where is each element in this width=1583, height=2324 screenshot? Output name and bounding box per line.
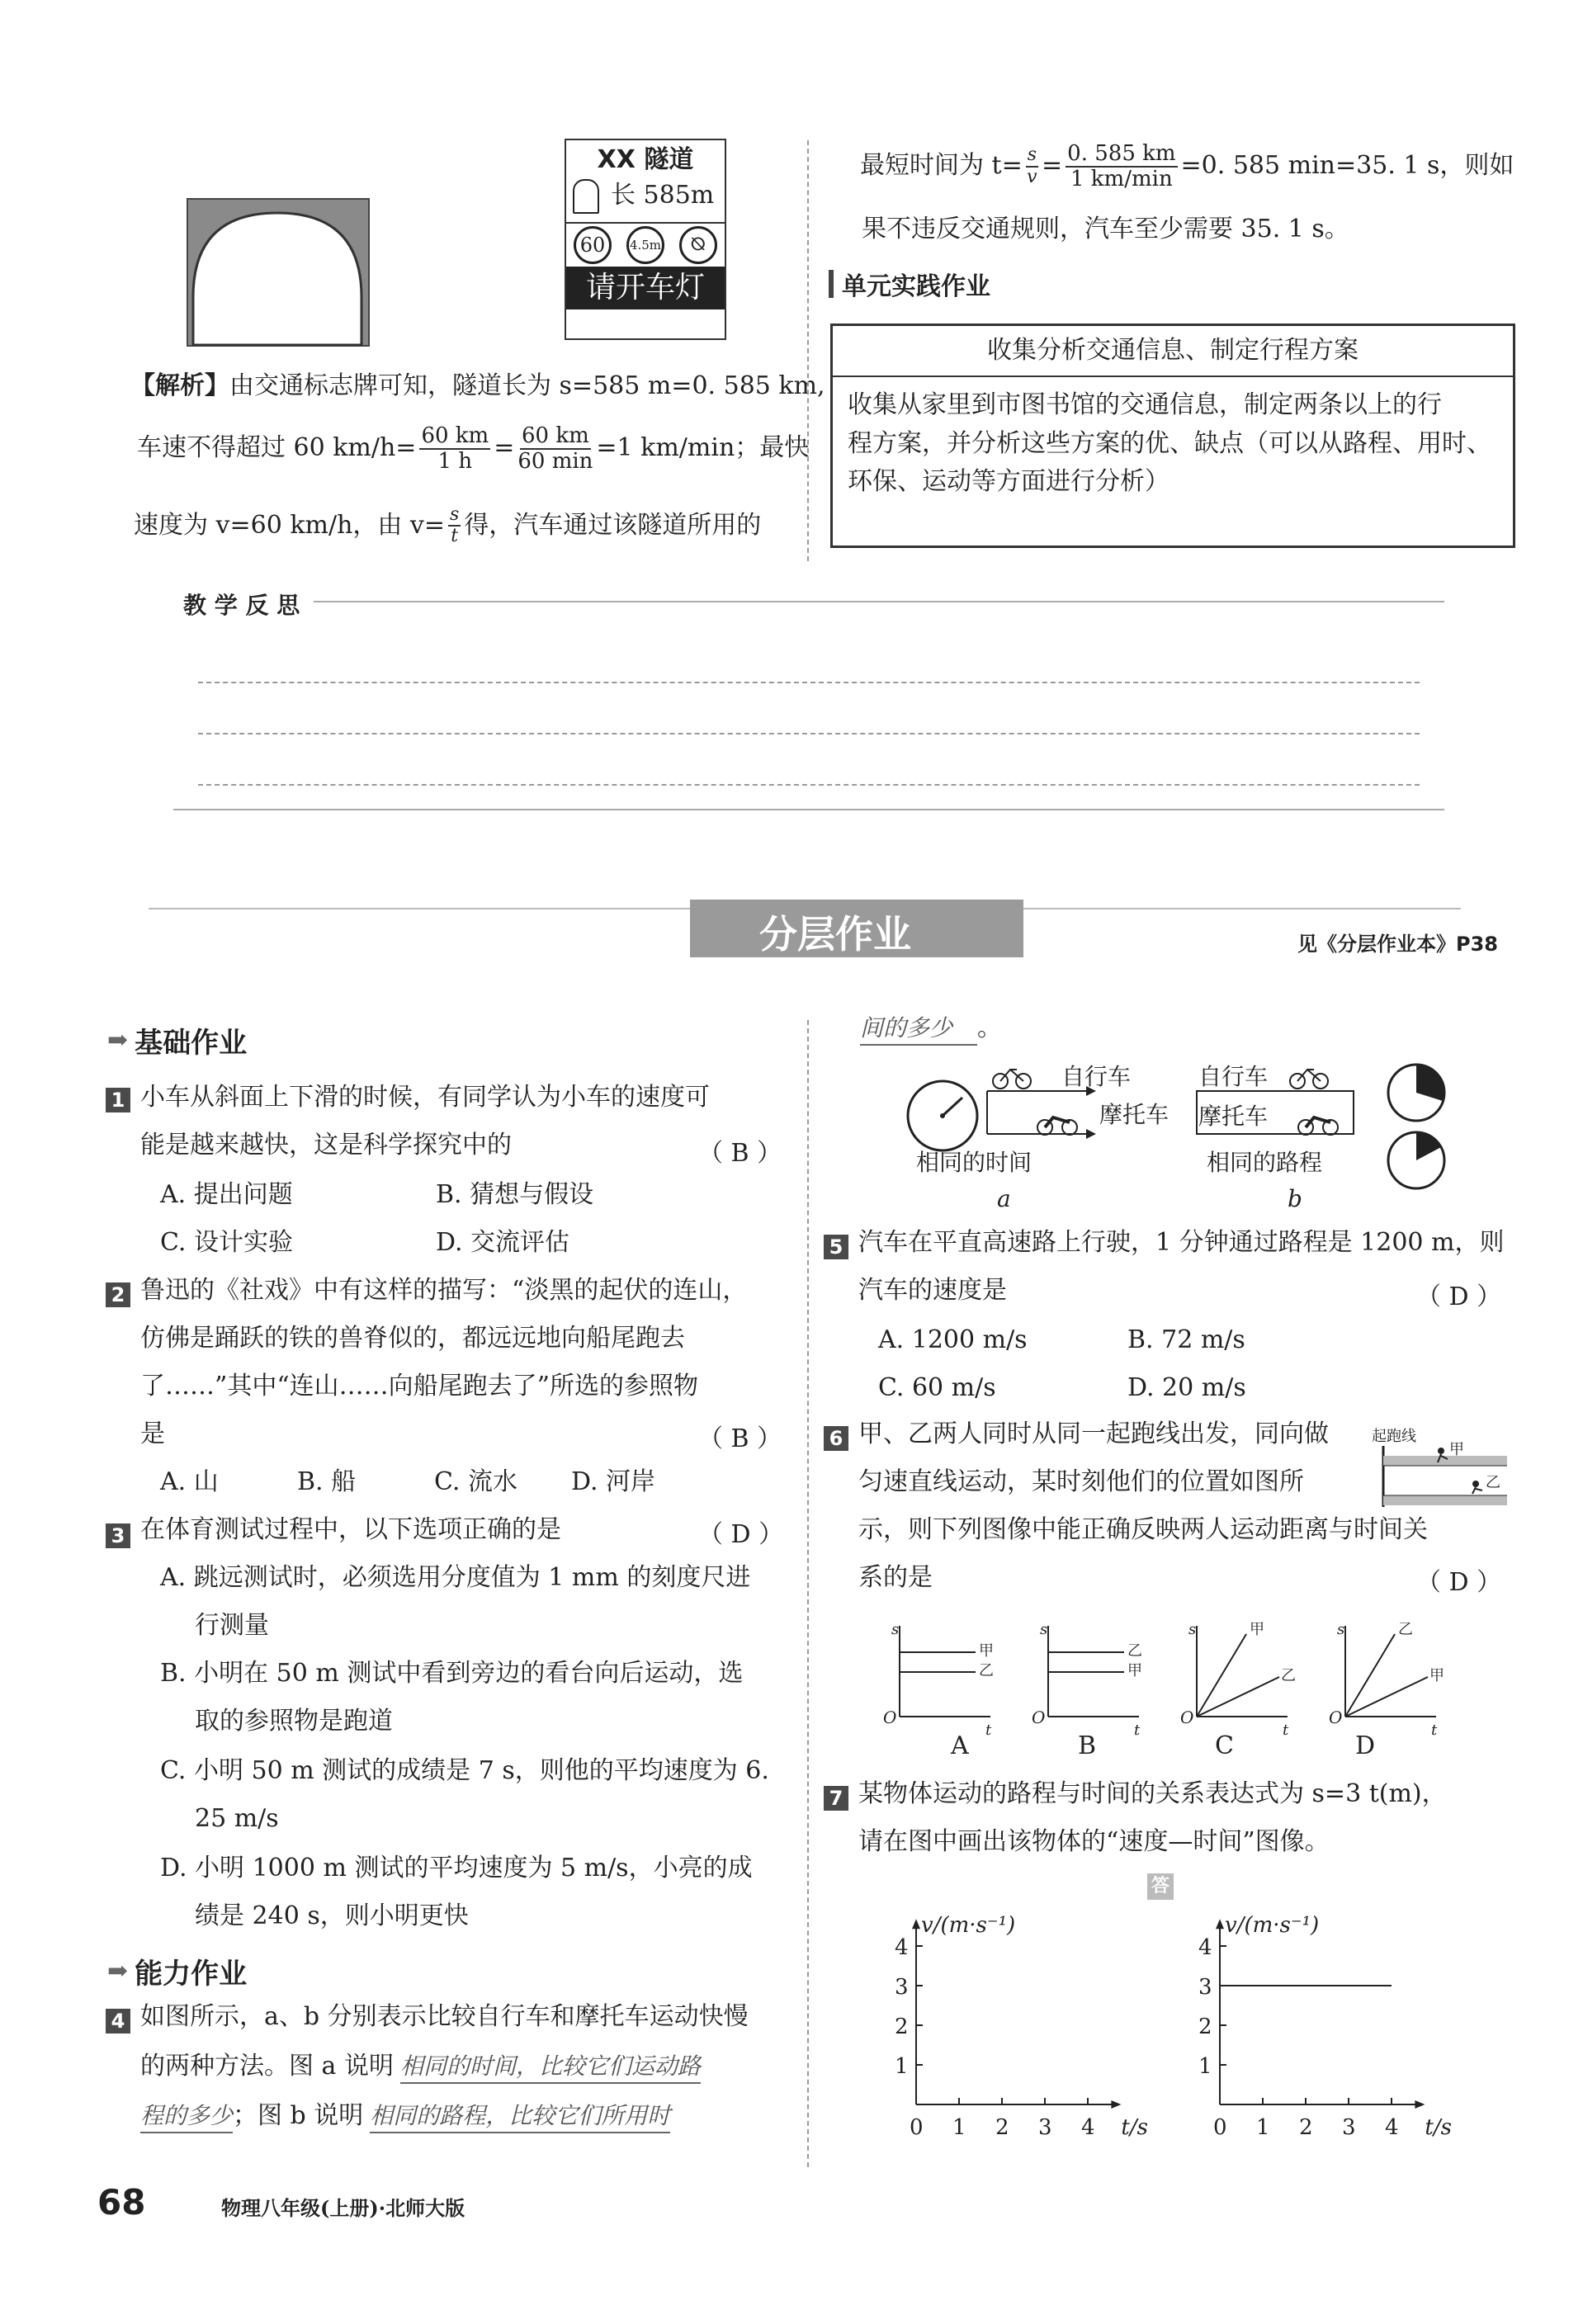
q7-y-axis-label: v/(m·s⁻¹): [921, 1913, 1016, 1939]
q4-line-3a: ；图 b 说明: [233, 2101, 364, 2130]
q3-option-c-2: 25 m/s: [195, 1804, 279, 1833]
q3-option-b-1: B. 小明在 50 m 测试中看到旁边的看台向后运动，选: [160, 1659, 744, 1688]
frac3-num: 0. 585 km: [1067, 141, 1176, 166]
column-divider-top: [807, 140, 809, 561]
q3-option-d-2: 绩是 240 s，则小明更快: [195, 1901, 469, 1930]
q1-answer: （ B ）: [698, 1139, 782, 1168]
unit-practice-box: [830, 324, 1515, 548]
q3-option-a-2: 行测量: [195, 1611, 269, 1640]
q1-option-d: D. 交流评估: [436, 1228, 570, 1257]
q6-origin-label: O: [1032, 1708, 1046, 1727]
reflection-line-2: [198, 733, 1420, 735]
clock-icon-2: [1388, 1132, 1444, 1188]
reflection-bottom-line: [173, 809, 1444, 810]
motorcycle-icon-a: [1037, 1117, 1077, 1135]
q7-x-tick-label: 2: [1299, 2115, 1313, 2140]
q6-answer: （ D ）: [1416, 1568, 1502, 1597]
tunnel-icon: [573, 179, 599, 214]
q6-axis-t-label: t: [985, 1722, 992, 1739]
q4-fill-1b: 程的多少: [140, 2100, 233, 2133]
unit-practice-line-2: 程方案，并分析这些方案的优、缺点（可以从路程、用时、: [848, 428, 1491, 458]
answer-mark: 答: [1147, 1873, 1174, 1900]
analysis-text-2b: =1 km/min；最快: [596, 433, 810, 463]
bicycle-icon-a: [993, 1070, 1031, 1089]
q7-x-tick-label: 3: [1038, 2115, 1052, 2140]
clock-icon-1: [1388, 1065, 1444, 1121]
runner-icon-yi: [1472, 1481, 1482, 1494]
unit-practice-line-1: 收集从家里到市图书馆的交通信息，制定两条以上的行: [848, 390, 1442, 419]
q1-number: 1: [106, 1088, 130, 1112]
q7-number: 7: [824, 1786, 848, 1811]
q7-charts: [875, 1906, 1486, 2162]
q7-y-axis-label: v/(m·s⁻¹): [1225, 1913, 1320, 1939]
q1-option-a: A. 提出问题: [160, 1180, 293, 1209]
section-banner-ref: 见《分层作业本》P38: [1297, 933, 1498, 956]
q7-x-tick-label: 0: [1213, 2115, 1227, 2140]
q6-number: 6: [824, 1426, 848, 1451]
q7-y-arrow: [912, 1919, 920, 1929]
fig4a-bike-label: 自行车: [1061, 1063, 1132, 1090]
q6-axis-s-label: s: [1040, 1621, 1048, 1638]
q6-line-4: 系的是: [858, 1563, 933, 1592]
q6-axis-s-label: s: [1188, 1621, 1197, 1638]
runner-yi-label: 乙: [1486, 1474, 1500, 1491]
q6-graph-series-label: 甲: [1429, 1667, 1444, 1684]
start-line-label: 起跑线: [1372, 1428, 1416, 1445]
analysis-line-2: 车速不得超过 60 km/h= $\frac{60 km}{1 h}$ = 60 km 60 min =1 km/min；最快: [137, 423, 810, 474]
book-title: 物理八年级(上册)·北师大版: [221, 2196, 465, 2220]
motorcycle-icon-b: [1298, 1117, 1338, 1135]
q5-option-d: D. 20 m/s: [1127, 1373, 1246, 1402]
analysis-text-4a: 最短时间为 t=: [860, 151, 1023, 181]
fig4b-moto-label: 摩托车: [1198, 1103, 1269, 1130]
q6-graph-label-a: A: [951, 1731, 969, 1760]
q7-x-axis-label: t/s: [1121, 2115, 1148, 2140]
q4-number: 4: [106, 2009, 130, 2034]
analysis-text-3b: 得，汽车通过该隧道所用的: [464, 510, 762, 540]
section-banner-title: 分层作业: [759, 912, 911, 957]
q6-line-2: 匀速直线运动，某时刻他们的位置如图所: [858, 1467, 1304, 1496]
q6-axis-t-label: t: [1283, 1722, 1289, 1739]
q7-x-tick-label: 1: [1256, 2115, 1270, 2140]
fig4a-caption: 相同的时间: [916, 1149, 1032, 1176]
q7-y-tick-label: 4: [895, 1935, 909, 1960]
reflection-title: 教 学 反 思: [183, 592, 300, 619]
q7-x-tick-label: 2: [995, 2115, 1009, 2140]
fraction-s-v: $\frac{s}{t}$: [450, 504, 460, 547]
q3-option-c-1: C. 小明 50 m 测试的成绩是 7 s，则他的平均速度为 6.: [160, 1756, 769, 1785]
q2-option-a: A. 山: [160, 1467, 219, 1496]
q2-option-b: B. 船: [297, 1467, 357, 1496]
q5-line-1: 汽车在平直高速路上行驶，1 分钟通过路程是 1200 m，则: [858, 1228, 1505, 1257]
unit-practice-heading: 单元实践作业: [829, 266, 990, 302]
q6-graph-series-label: 乙: [1281, 1667, 1296, 1684]
q1-option-c: C. 设计实验: [160, 1228, 293, 1257]
tunnel-illustration: [187, 198, 370, 347]
analysis-line-3: [134, 505, 761, 546]
q5-option-b: B. 72 m/s: [1127, 1325, 1245, 1354]
q4-fill-2b: 间的多少: [860, 1013, 977, 1046]
q2-line-2: 仿佛是踊跃的铁的兽脊似的，都远远地向船尾跑去: [140, 1324, 685, 1353]
q7-y-tick-label: 2: [1198, 2015, 1212, 2039]
q7-x-tick-label: 4: [1385, 2115, 1399, 2140]
q6-graph-label-c: C: [1215, 1731, 1234, 1760]
q6-graph-label-d: D: [1355, 1731, 1376, 1760]
q6-line-1: 甲、乙两人同时从同一起跑线出发，同向做: [858, 1419, 1329, 1448]
fig4b-bike-label: 自行车: [1198, 1063, 1269, 1090]
q7-x-arrow: [1111, 2100, 1121, 2109]
q4-line-3: [140, 2100, 670, 2133]
q7-x-axis-label: t/s: [1425, 2115, 1452, 2140]
q6-graph-series-label: 甲: [1127, 1662, 1142, 1679]
q6-axis-s-label: s: [891, 1621, 900, 1638]
q1-line-1: 小车从斜面上下滑的时候，有同学认为小车的速度可: [140, 1083, 710, 1112]
q6-line-3: 示，则下列图像中能正确反映两人运动距离与时间关: [858, 1515, 1428, 1544]
fig4b-label: b: [1288, 1185, 1302, 1212]
q2-number: 2: [106, 1282, 130, 1307]
reflection-line-3: [198, 784, 1420, 786]
q6-graph-series-label: 乙: [1398, 1621, 1413, 1638]
runner-jia-label: 甲: [1449, 1441, 1464, 1458]
q7-line-1: 某物体运动的路程与时间的关系表达式为 s=3 t(m)，: [858, 1779, 1447, 1808]
q2-option-d: D. 河岸: [571, 1467, 656, 1496]
q3-option-d-1: D. 小明 1000 m 测试的平均速度为 5 m/s，小亮的成: [160, 1854, 753, 1882]
reflection-top-line: [314, 601, 1444, 602]
reflection-line-1: [198, 682, 1420, 683]
sign-title: XX 隧道: [597, 145, 694, 174]
tunnel-sign: [565, 139, 726, 340]
q2-line-3: 了……”其中“连山……向船尾跑去了”所选的参照物: [140, 1372, 699, 1401]
q7-y-tick-label: 4: [1198, 1935, 1212, 1960]
unit-practice-line-3: 环保、运动等方面进行分析）: [848, 467, 1170, 496]
fig4a-moto-label: 摩托车: [1099, 1101, 1170, 1128]
sign-length: 长 585m: [611, 181, 715, 210]
q6-axis-t-label: t: [1431, 1722, 1438, 1739]
q6-origin-label: O: [883, 1708, 897, 1727]
fraction-s-v2: $\frac{s}{v}$: [1027, 144, 1037, 187]
q3-option-a-1: A. 跳远测试时，必须选用分度值为 1 mm 的刻度尺进: [160, 1563, 751, 1592]
basic-heading: ➡ 基础作业: [107, 1026, 248, 1060]
q6-graph-series-label: 乙: [1127, 1642, 1142, 1660]
arrow-icon-2: ➡: [107, 1957, 129, 1986]
no-fire-icon: ⦰: [679, 226, 717, 264]
column-divider-bottom: [807, 1020, 809, 2167]
q7-y-tick-label: 1: [895, 2054, 909, 2079]
q1-line-2: 能是越来越快，这是科学探究中的: [140, 1131, 512, 1160]
page-number: 68: [97, 2182, 146, 2222]
fraction-2: [517, 424, 593, 473]
q3-stem: 在体育测试过程中，以下选项正确的是: [140, 1515, 561, 1544]
bicycle-icon-b: [1290, 1070, 1328, 1089]
frac2-num: 60 km: [522, 423, 589, 448]
q7-x-tick-label: 3: [1342, 2115, 1356, 2140]
q6-origin-label: O: [1329, 1708, 1343, 1727]
frac2-den: 60 min: [517, 448, 593, 474]
frac1-num: 60 km: [421, 423, 489, 448]
q2-answer: （ B ）: [698, 1424, 782, 1453]
q7-x-tick-label: 1: [952, 2115, 966, 2140]
analysis-text-2a: 车速不得超过 60 km/h=: [137, 433, 417, 463]
q1-option-b: B. 猜想与假设: [436, 1180, 594, 1209]
sign-length-row: [566, 179, 725, 214]
frac3-den: 1 km/min: [1070, 166, 1173, 191]
q7-y-tick-label: 3: [895, 1975, 909, 2000]
q6-graph-series-label: 甲: [979, 1642, 994, 1660]
q3-option-b-2: 取的参照物是跑道: [195, 1707, 393, 1736]
sign-icons-row: [566, 222, 725, 267]
q7-y-tick-label: 3: [1198, 1975, 1212, 2000]
q4-line-2: [140, 2050, 701, 2084]
stopwatch-icon: [908, 1081, 977, 1150]
q6-graph-series-label: 乙: [979, 1662, 994, 1679]
height-limit-icon: 4.5m: [626, 226, 664, 264]
analysis-line-1: [130, 370, 825, 404]
q4-fill-1: 相同的时间，比较它们运动路: [400, 2051, 701, 2084]
analysis-line-4: 最短时间为 t= $\frac{s}{v}$ = 0. 585 km 1 km/min =0. 585 min=35. 1 s，则如: [860, 141, 1514, 191]
q4-end: 。: [977, 1013, 1003, 1042]
fraction-1: [419, 424, 490, 473]
q3-number: 3: [106, 1523, 130, 1548]
q7-y-tick-label: 1: [1198, 2054, 1212, 2079]
unit-practice-box-title: 收集分析交通信息、制定行程方案: [833, 326, 1513, 377]
q5-option-c: C. 60 m/s: [878, 1373, 996, 1402]
q7-x-tick-label: 4: [1081, 2115, 1095, 2140]
q5-option-a: A. 1200 m/s: [878, 1325, 1028, 1354]
q6-axis-t-label: t: [1134, 1722, 1141, 1739]
q6-axis-s-label: s: [1337, 1621, 1345, 1638]
analysis-text-1: 由交通标志牌可知，隧道长为 s=585 m=0. 585 km,: [229, 371, 825, 400]
analysis-tag: 【解析】: [130, 371, 229, 400]
fig4a-label: a: [997, 1185, 1011, 1212]
q4-line-1: 如图所示，a、b 分别表示比较自行车和摩托车运动快慢: [140, 2002, 749, 2031]
figure-4: [900, 1053, 1469, 1218]
q3-answer: （ D ）: [698, 1520, 784, 1549]
analysis-text-4b: =0. 585 min=35. 1 s，则如: [1180, 151, 1514, 181]
q2-line-4: 是: [140, 1419, 165, 1448]
q5-answer: （ D ）: [1416, 1282, 1502, 1311]
arrow-icon: ➡: [107, 1026, 129, 1055]
q6-graphs: [875, 1609, 1502, 1758]
q7-y-tick-label: 2: [895, 2015, 909, 2039]
ability-heading: ➡ 能力作业: [107, 1957, 248, 1991]
q4-continuation: [860, 1012, 1002, 1046]
q2-line-1: 鲁迅的《社戏》中有这样的描写：“淡黑的起伏的连山，: [140, 1276, 748, 1305]
frac1-den: 1 h: [437, 448, 473, 474]
q5-number: 5: [824, 1235, 848, 1259]
q2-option-c: C. 流水: [434, 1467, 517, 1496]
q6-graph-label-b: B: [1078, 1731, 1097, 1760]
q7-x-arrow: [1415, 2100, 1425, 2109]
q7-y-arrow: [1216, 1919, 1224, 1929]
q5-line-2: 汽车的速度是: [858, 1276, 1007, 1305]
q7-x-tick-label: 0: [910, 2115, 924, 2140]
q4-line-2a: 的两种方法。图 a 说明: [140, 2052, 394, 2081]
sign-banner: 请开车灯: [566, 267, 725, 309]
q4-fill-2: 相同的路程，比较它们所用时: [370, 2100, 670, 2133]
fig4b-caption: 相同的路程: [1207, 1149, 1323, 1176]
q6-start-figure: [1370, 1424, 1510, 1515]
q7-line-2: 请在图中画出该物体的“速度—时间”图像。: [858, 1827, 1330, 1856]
fraction-3: [1066, 142, 1177, 191]
analysis-line-5: 果不违反交通规则，汽车至少需要 35. 1 s。: [862, 215, 1349, 243]
analysis-text-3a: 速度为 v=60 km/h，由 v=: [134, 510, 446, 540]
q6-origin-label: O: [1180, 1708, 1194, 1727]
speed-limit-icon: 60: [574, 226, 612, 264]
q6-graph-series-label: 甲: [1250, 1621, 1264, 1638]
